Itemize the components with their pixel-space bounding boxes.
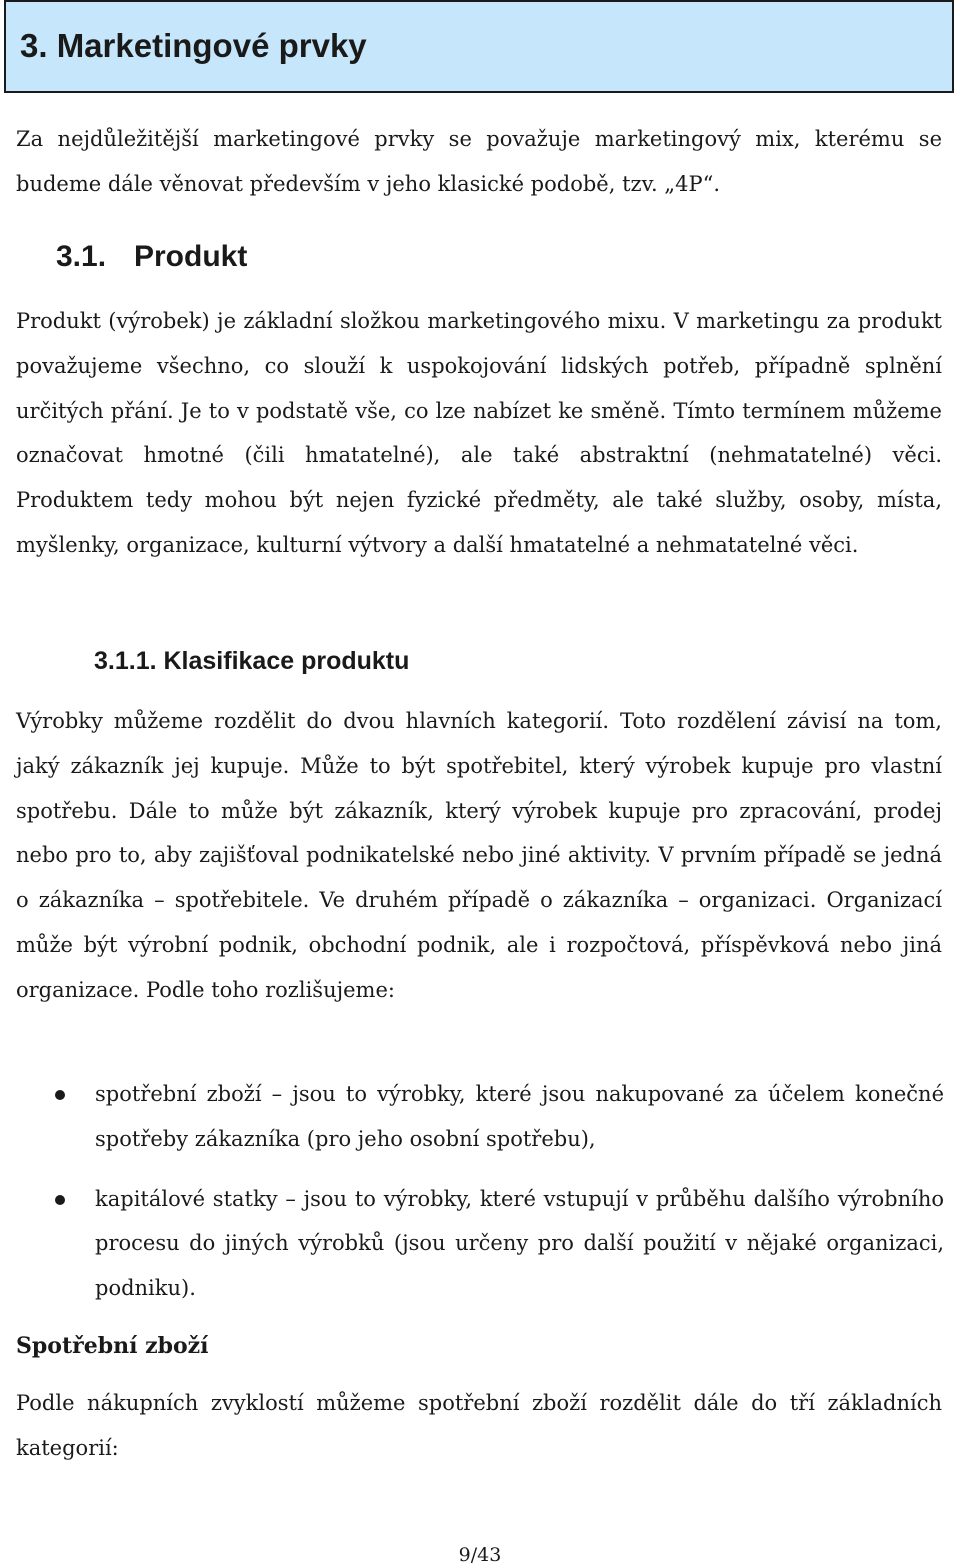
list-item [0, 1072, 944, 1162]
bullet-icon [55, 1090, 65, 1100]
section-number: 3.1. [56, 240, 107, 273]
consumer-goods-paragraph: Podle nákupních zvyklostí můžeme spotřební zboží rozdělit dále do tří základních kategorií: [16, 1391, 942, 1460]
chapter-heading-box [4, 0, 954, 93]
product-paragraph: Produkt (výrobek) je základní složkou marketingového mixu. V marketingu za produkt považujeme všechno, co slouží k uspokojování lidských potřeb, případně splnění určitých přání. Je to v podstatě vše, co lze nabízet ke směně. Tímto termínem můžeme označovat hmotné (čili hmatatelné), ale také abstraktní (nehmatatelné) věci. Produktem tedy mohou být nejen fyzické předměty, ale také služby, osoby, místa, myšlenky, organizace, kulturní výtvory a další hmatatelné a nehmatatelné věci. [16, 309, 942, 557]
classification-paragraph: Výrobky můžeme rozdělit do dvou hlavních kategorií. Toto rozdělení závisí na tom, jaký zákazník jej kupuje. Může to být spotřebitel, který výrobek kupuje pro vlastní spotřebu. Dále to může být zákazník, který výrobek kupuje pro zpracování, prodej nebo pro to, aby zajišťoval podnikatelské nebo jiné aktivity. V prvním případě se jedná o zákazníka – spotřebitele. Ve druhém případě o zákazníka – organizaci. Organizací může být výrobní podnik, obchodní podnik, ale i rozpočtová, příspěvková nebo jiná organizace. Podle toho rozlišujeme: [16, 709, 942, 1002]
classification-list [0, 1072, 944, 1326]
page-number: 9/43 [458, 1544, 502, 1566]
consumer-goods-heading: Spotřební zboží [16, 1333, 209, 1359]
list-item-text: spotřební zboží – jsou to výrobky, které jsou nakupované za účelem konečné spotřeby zákazníka (pro jeho osobní spotřebu), [95, 1082, 944, 1151]
list-item [0, 1177, 944, 1311]
list-item-text: kapitálové statky – jsou to výrobky, které vstupují v průběhu dalšího výrobního procesu do jiných výrobků (jsou určeny pro další použití v nějaké organizaci, podniku). [95, 1186, 944, 1301]
bullet-icon [55, 1195, 65, 1205]
subsection-heading: 3.1.1. Klasifikace produktu [94, 647, 410, 675]
intro-paragraph: Za nejdůležitější marketingové prvky se považuje marketingový mix, kterému se budeme dále věnovat především v jeho klasické podobě, tzv. „4P“. [16, 127, 942, 196]
section-title: Produkt [134, 240, 248, 273]
chapter-title: 3. Marketingové prvky [20, 27, 367, 64]
section-heading [56, 236, 247, 278]
